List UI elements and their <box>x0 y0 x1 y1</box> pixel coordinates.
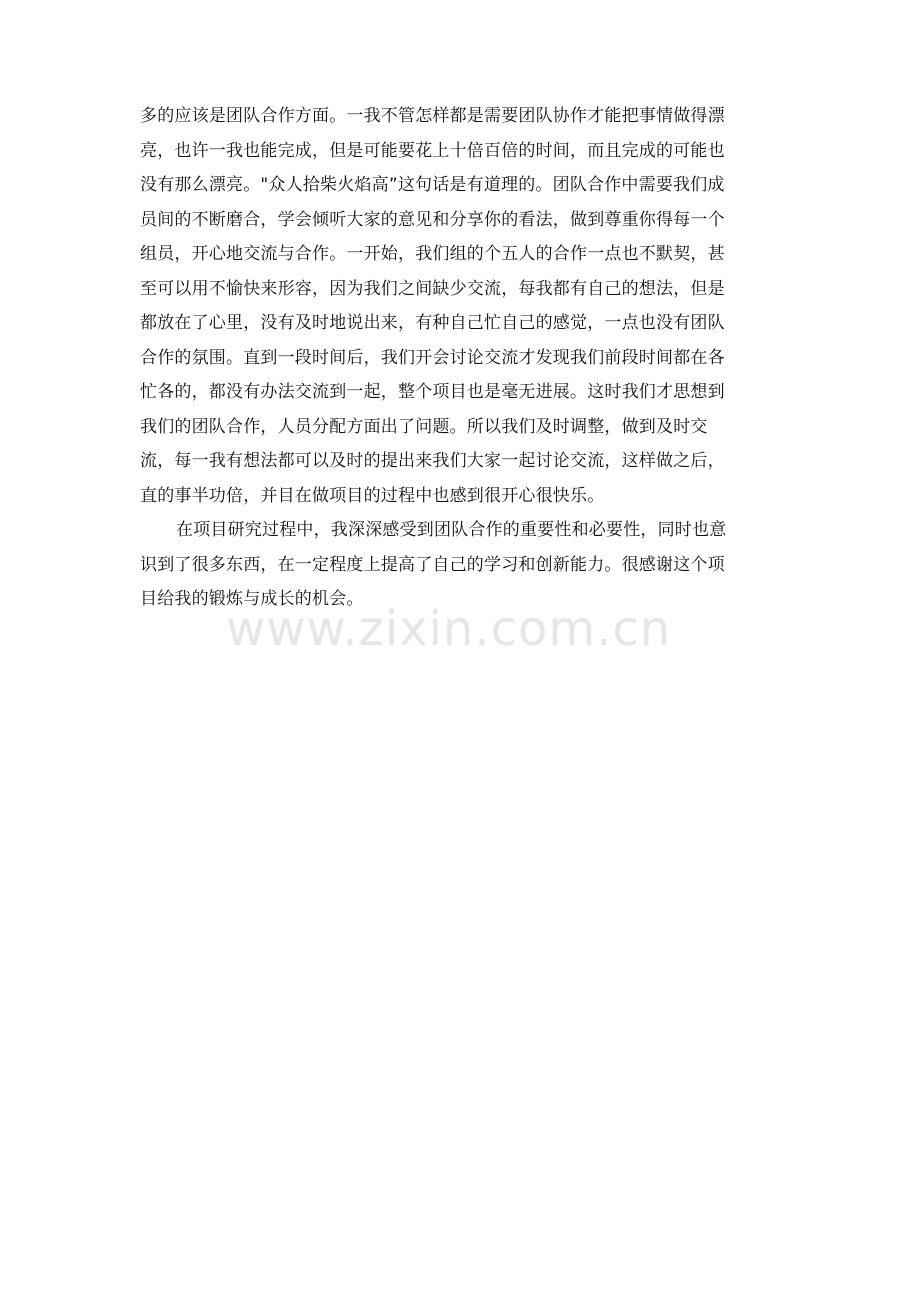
watermark: www.zixin.com.cn <box>226 601 672 657</box>
text-line: 直的事半功倍，并目在做项目的过程中也感到很开心很快乐。 <box>140 485 605 506</box>
text-line: 至可以用不愉快来形容，因为我们之间缺少交流，每我都有自己的想法，但是 <box>140 278 725 299</box>
text-line: 目给我的锻炼与成长的机会。 <box>140 589 364 609</box>
text-line: 忙各的，都没有办法交流到一起，整个项目也是毫无进展。这时我们才思想到 <box>140 382 725 402</box>
text-line: 员间的不断磨合，学会倾听大家的意见和分享你的看法，做到尊重你得每一个 <box>140 209 725 230</box>
text-line: 合作的氛围。直到一段时间后，我们开会讨论交流才发现我们前段时间都在各 <box>140 347 725 368</box>
text-line: 都放在了心里，没有及时地说出来，有种自己忙自己的感觉，一点也没有团队 <box>140 313 725 333</box>
text-line: 没有那么漂亮。"众人拾柴火焰高”这句话是有道理的。团队合作中需要我们成 <box>140 175 725 195</box>
text-line: 亮，也许一我也能完成，但是可能要花上十倍百倍的时间，而且完成的可能也 <box>140 140 725 161</box>
text-line: 我们的团队合作，人员分配方面出了问题。所以我们及时调整，做到及时交 <box>140 416 708 437</box>
body-text <box>140 99 785 617</box>
text-line: 多的应该是团队合作方面。一我不管怎样都是需要团队协作才能把事情做得漂 <box>140 106 725 126</box>
text-line: 识到了很多东西，在一定程度上提高了自己的学习和创新能力。很感谢这个项 <box>140 554 725 575</box>
text-line: 组员，开心地交流与合作。一开始，我们组的个五人的合作一点也不默契，甚 <box>140 244 725 264</box>
text-line: 流，每一我有想法都可以及时的提出来我们大家一起讨论交流，这样做之后， <box>140 451 725 471</box>
text-line: 在项目研究过程中，我深深感受到团队合作的重要性和必要性，同时也意 <box>176 520 727 540</box>
